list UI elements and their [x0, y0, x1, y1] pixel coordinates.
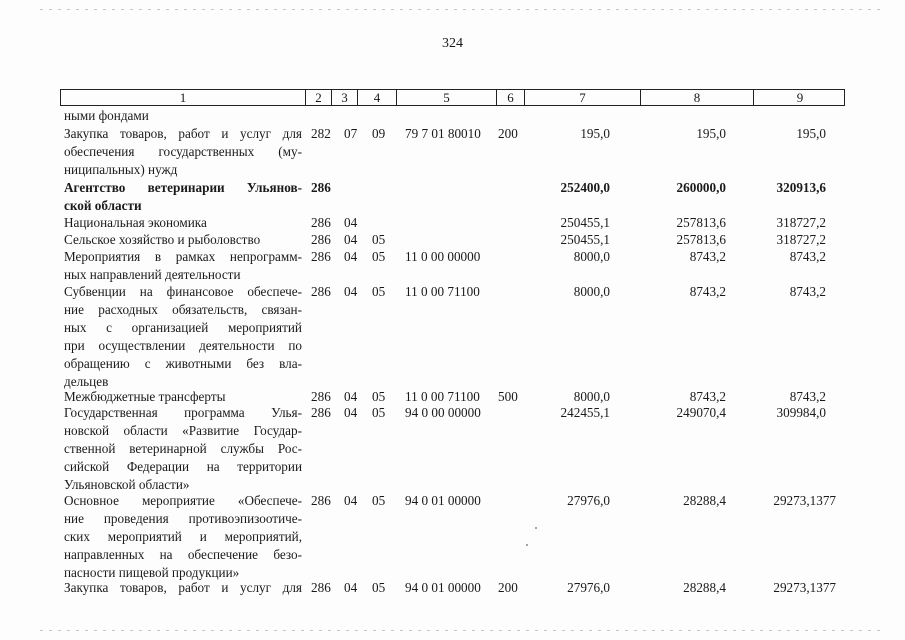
header-col-3: 3 [332, 90, 358, 105]
cell-section: 04 [344, 215, 358, 230]
cell-section: 04 [344, 232, 358, 247]
row-name-line: ственной ветеринарной службы Рос- [64, 441, 302, 456]
cell-admin: 282 [311, 126, 331, 141]
cell-value-7: 250455,1 [560, 215, 610, 230]
row-name-line: обращению с животными без вла- [64, 356, 302, 371]
cell-value-9: 195,0 [796, 126, 826, 141]
cell-admin: 286 [311, 493, 331, 508]
row-name-line: при осуществлении деятельности по [64, 338, 302, 353]
row-name-line: Закупка товаров, работ и услуг для [64, 126, 302, 141]
row-name-line: ных направлений деятельности [64, 267, 241, 282]
cell-value-8: 8743,2 [689, 249, 726, 264]
cell-section: 04 [344, 405, 358, 420]
cell-section: 07 [344, 126, 358, 141]
cell-value-9: 29273,1377 [773, 493, 836, 508]
page-number: 324 [442, 36, 463, 51]
cell-value-7: 195,0 [580, 126, 610, 141]
row-name-line: Основное мероприятие «Обеспече- [64, 493, 302, 508]
cell-value-8: 8743,2 [689, 284, 726, 299]
header-col-4: 4 [358, 90, 397, 105]
row-name-line: дельцев [64, 374, 109, 389]
cell-admin: 286 [311, 389, 331, 404]
cell-target: 11 0 00 71100 [405, 284, 480, 299]
cell-value-9: 29273,1377 [773, 580, 836, 595]
row-name [64, 107, 302, 125]
row-name-line: Государственная программа Улья- [64, 405, 302, 420]
cell-value-7: 252400,0 [560, 180, 610, 195]
cell-subsection: 05 [372, 249, 386, 264]
cell-value-7: 8000,0 [573, 389, 610, 404]
cell-target: 94 0 00 00000 [405, 405, 481, 420]
row-name [64, 231, 302, 249]
cell-value-8: 195,0 [696, 126, 726, 141]
cell-value-8: 260000,0 [676, 180, 726, 195]
cell-section: 04 [344, 580, 358, 595]
cell-subsection: 05 [372, 389, 386, 404]
cell-value-8: 28288,4 [683, 493, 726, 508]
cell-value-8: 257813,6 [676, 232, 726, 247]
cell-value-8: 257813,6 [676, 215, 726, 230]
row-name [64, 179, 302, 215]
row-name-line: Национальная экономика [64, 215, 207, 230]
row-name-line: ских мероприятий и мероприятий, [64, 529, 302, 544]
cell-value-9: 8743,2 [789, 389, 826, 404]
cell-value-7: 27976,0 [567, 493, 610, 508]
cell-value-8: 28288,4 [683, 580, 726, 595]
header-col-6: 6 [497, 90, 525, 105]
scan-speck [526, 544, 528, 546]
cell-target: 11 0 00 00000 [405, 249, 481, 264]
cell-section: 04 [344, 493, 358, 508]
row-name-line: направленных на обеспечение безо- [64, 547, 302, 562]
row-name-line: ными фондами [64, 108, 149, 123]
scan-artifact-bottom [40, 630, 885, 631]
row-name-line: ской области [64, 198, 142, 213]
cell-value-9: 320913,6 [776, 180, 826, 195]
cell-target: 94 0 01 00000 [405, 580, 481, 595]
cell-admin: 286 [311, 180, 331, 195]
row-name-line: ниципальных) нужд [64, 162, 178, 177]
header-col-7: 7 [525, 90, 641, 105]
cell-section: 04 [344, 249, 358, 264]
row-name [64, 125, 302, 179]
scan-speck [535, 527, 537, 529]
row-name [64, 492, 302, 582]
table-header [60, 89, 845, 106]
cell-expense-type: 200 [498, 126, 518, 141]
cell-target: 79 7 01 80010 [405, 126, 481, 141]
row-name [64, 214, 302, 232]
cell-admin: 286 [311, 284, 331, 299]
scan-artifact-top [40, 9, 885, 10]
row-name-line: Межбюджетные трансферты [64, 389, 226, 404]
cell-value-7: 8000,0 [573, 249, 610, 264]
cell-value-7: 242455,1 [560, 405, 610, 420]
row-name-line: Агентство ветеринарии Ульянов- [64, 180, 302, 195]
cell-admin: 286 [311, 215, 331, 230]
cell-value-8: 8743,2 [689, 389, 726, 404]
cell-expense-type: 200 [498, 580, 518, 595]
cell-subsection: 09 [372, 126, 386, 141]
cell-admin: 286 [311, 232, 331, 247]
row-name-line: сийской Федерации на территории [64, 459, 302, 474]
row-name-line: обеспечения государственных (му- [64, 144, 302, 159]
cell-admin: 286 [311, 249, 331, 264]
header-col-5: 5 [397, 90, 497, 105]
cell-subsection: 05 [372, 405, 386, 420]
cell-value-9: 318727,2 [776, 215, 826, 230]
row-name-line: ных с организацией мероприятий [64, 320, 302, 335]
cell-subsection: 05 [372, 493, 386, 508]
cell-value-7: 27976,0 [567, 580, 610, 595]
row-name-line: ние расходных обязательств, связан- [64, 302, 302, 317]
cell-value-9: 309984,0 [776, 405, 826, 420]
row-name-line: ние проведения противоэпизоотиче- [64, 511, 302, 526]
cell-section: 04 [344, 284, 358, 299]
row-name-line: Субвенции на финансовое обеспече- [64, 284, 302, 299]
cell-admin: 286 [311, 580, 331, 595]
cell-subsection: 05 [372, 284, 386, 299]
cell-value-9: 8743,2 [789, 249, 826, 264]
cell-value-9: 318727,2 [776, 232, 826, 247]
header-col-8: 8 [641, 90, 754, 105]
row-name [64, 404, 302, 494]
cell-target: 11 0 00 71100 [405, 389, 480, 404]
cell-subsection: 05 [372, 580, 386, 595]
row-name [64, 283, 302, 391]
header-col-1: 1 [61, 90, 306, 105]
cell-subsection: 05 [372, 232, 386, 247]
row-name-line: Закупка товаров, работ и услуг для [64, 580, 302, 595]
row-name [64, 579, 302, 597]
cell-expense-type: 500 [498, 389, 518, 404]
row-name-line: Ульяновской области» [64, 477, 190, 492]
cell-value-7: 250455,1 [560, 232, 610, 247]
row-name-line: новской области «Развитие Государ- [64, 423, 302, 438]
cell-value-7: 8000,0 [573, 284, 610, 299]
cell-section: 04 [344, 389, 358, 404]
cell-target: 94 0 01 00000 [405, 493, 481, 508]
row-name-line: пасности пищевой продукции» [64, 565, 240, 580]
cell-value-8: 249070,4 [676, 405, 726, 420]
header-col-9: 9 [796, 90, 804, 105]
cell-admin: 286 [311, 405, 331, 420]
cell-value-9: 8743,2 [789, 284, 826, 299]
row-name-line: Сельское хозяйство и рыболовство [64, 232, 261, 247]
row-name-line: Мероприятия в рамках непрограмм- [64, 249, 302, 264]
header-col-2: 2 [306, 90, 332, 105]
row-name [64, 248, 302, 284]
